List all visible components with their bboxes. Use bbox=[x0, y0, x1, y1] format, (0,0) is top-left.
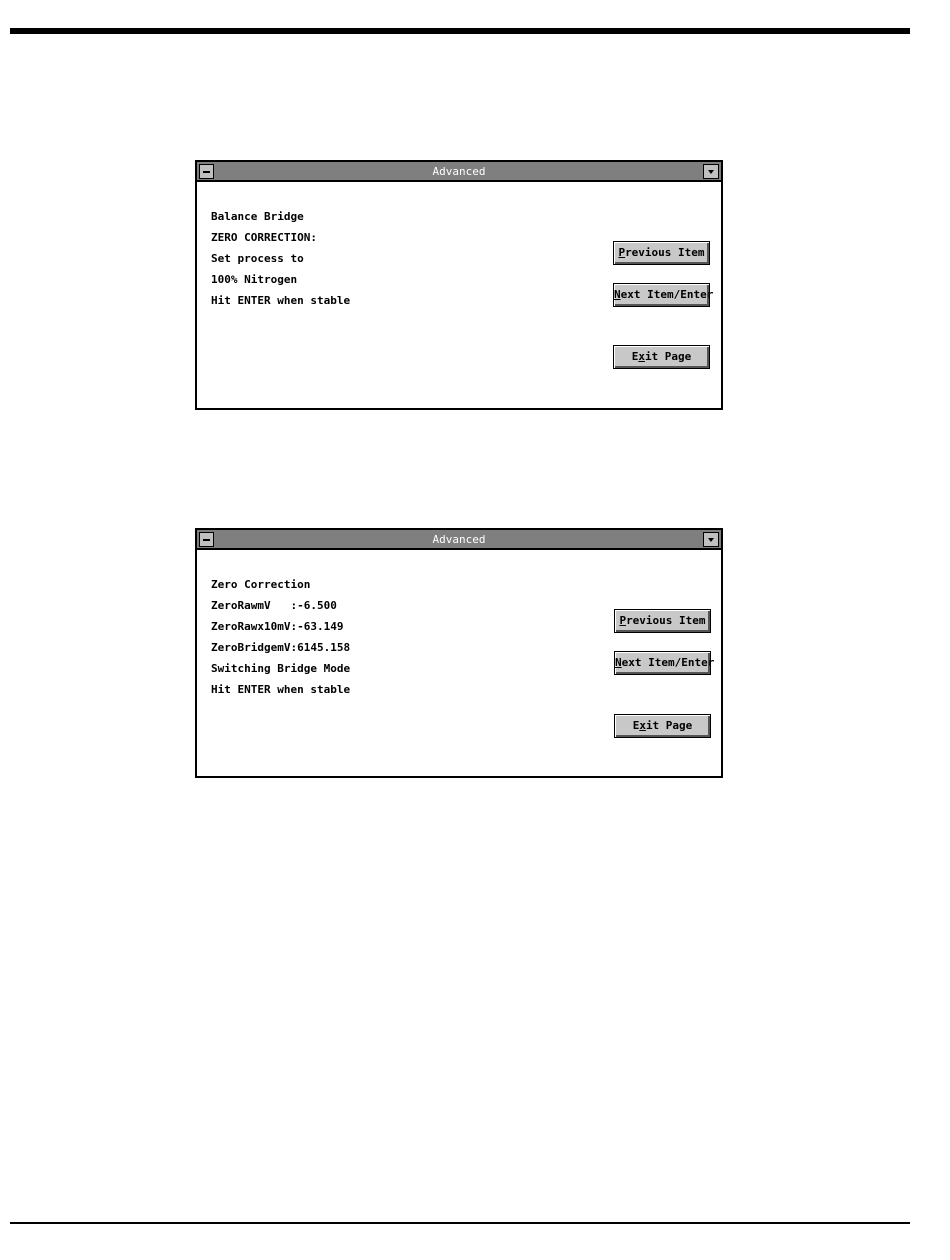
button-label: revious Item bbox=[626, 614, 706, 627]
mnemonic: N bbox=[615, 656, 622, 669]
previous-item-button[interactable] bbox=[614, 609, 711, 633]
previous-item-button[interactable] bbox=[613, 241, 710, 265]
window-title: Advanced bbox=[432, 533, 486, 546]
title-bar bbox=[197, 530, 721, 550]
message-line: Balance Bridge bbox=[211, 210, 304, 223]
advanced-window-2 bbox=[195, 528, 723, 778]
message-line: Switching Bridge Mode bbox=[211, 662, 351, 675]
message-line: Zero Correction bbox=[211, 578, 311, 591]
message-line: 100% Nitrogen bbox=[211, 273, 298, 286]
next-item-enter-button[interactable] bbox=[614, 651, 715, 675]
button-label: it Page bbox=[644, 350, 692, 363]
top-rule bbox=[10, 28, 910, 34]
mnemonic: P bbox=[618, 246, 626, 259]
button-label: ext Item/Enter bbox=[620, 288, 714, 301]
message-line: ZeroBridgemV:6145.158 bbox=[211, 641, 351, 654]
message-line: Hit ENTER when stable bbox=[211, 683, 351, 696]
next-item-enter-button[interactable] bbox=[613, 283, 714, 307]
message-line: Set process to bbox=[211, 252, 304, 265]
window-title: Advanced bbox=[432, 165, 486, 178]
message-line: ZeroRawx10mV:-63.149 bbox=[211, 620, 344, 633]
advanced-window-1 bbox=[195, 160, 723, 410]
button-label: ext Item/Enter bbox=[621, 656, 715, 669]
button-label: E bbox=[632, 719, 640, 732]
message-line: ZERO CORRECTION: bbox=[211, 231, 317, 244]
exit-page-button[interactable] bbox=[614, 714, 711, 738]
message-area bbox=[211, 574, 350, 700]
system-menu-icon[interactable] bbox=[199, 164, 214, 179]
message-area bbox=[211, 206, 350, 311]
mnemonic: P bbox=[619, 614, 627, 627]
bottom-rule bbox=[10, 1222, 910, 1224]
mnemonic: x bbox=[639, 719, 646, 732]
message-line: Hit ENTER when stable bbox=[211, 294, 351, 307]
minimize-icon[interactable] bbox=[703, 164, 719, 179]
mnemonic: x bbox=[638, 350, 645, 363]
exit-page-button[interactable] bbox=[613, 345, 710, 369]
message-line: ZeroRawmV :-6.500 bbox=[211, 599, 337, 612]
button-label: revious Item bbox=[625, 246, 705, 259]
button-label: E bbox=[631, 350, 639, 363]
mnemonic: N bbox=[614, 288, 621, 301]
title-bar bbox=[197, 162, 721, 182]
system-menu-icon[interactable] bbox=[199, 532, 214, 547]
minimize-icon[interactable] bbox=[703, 532, 719, 547]
button-label: it Page bbox=[645, 719, 693, 732]
